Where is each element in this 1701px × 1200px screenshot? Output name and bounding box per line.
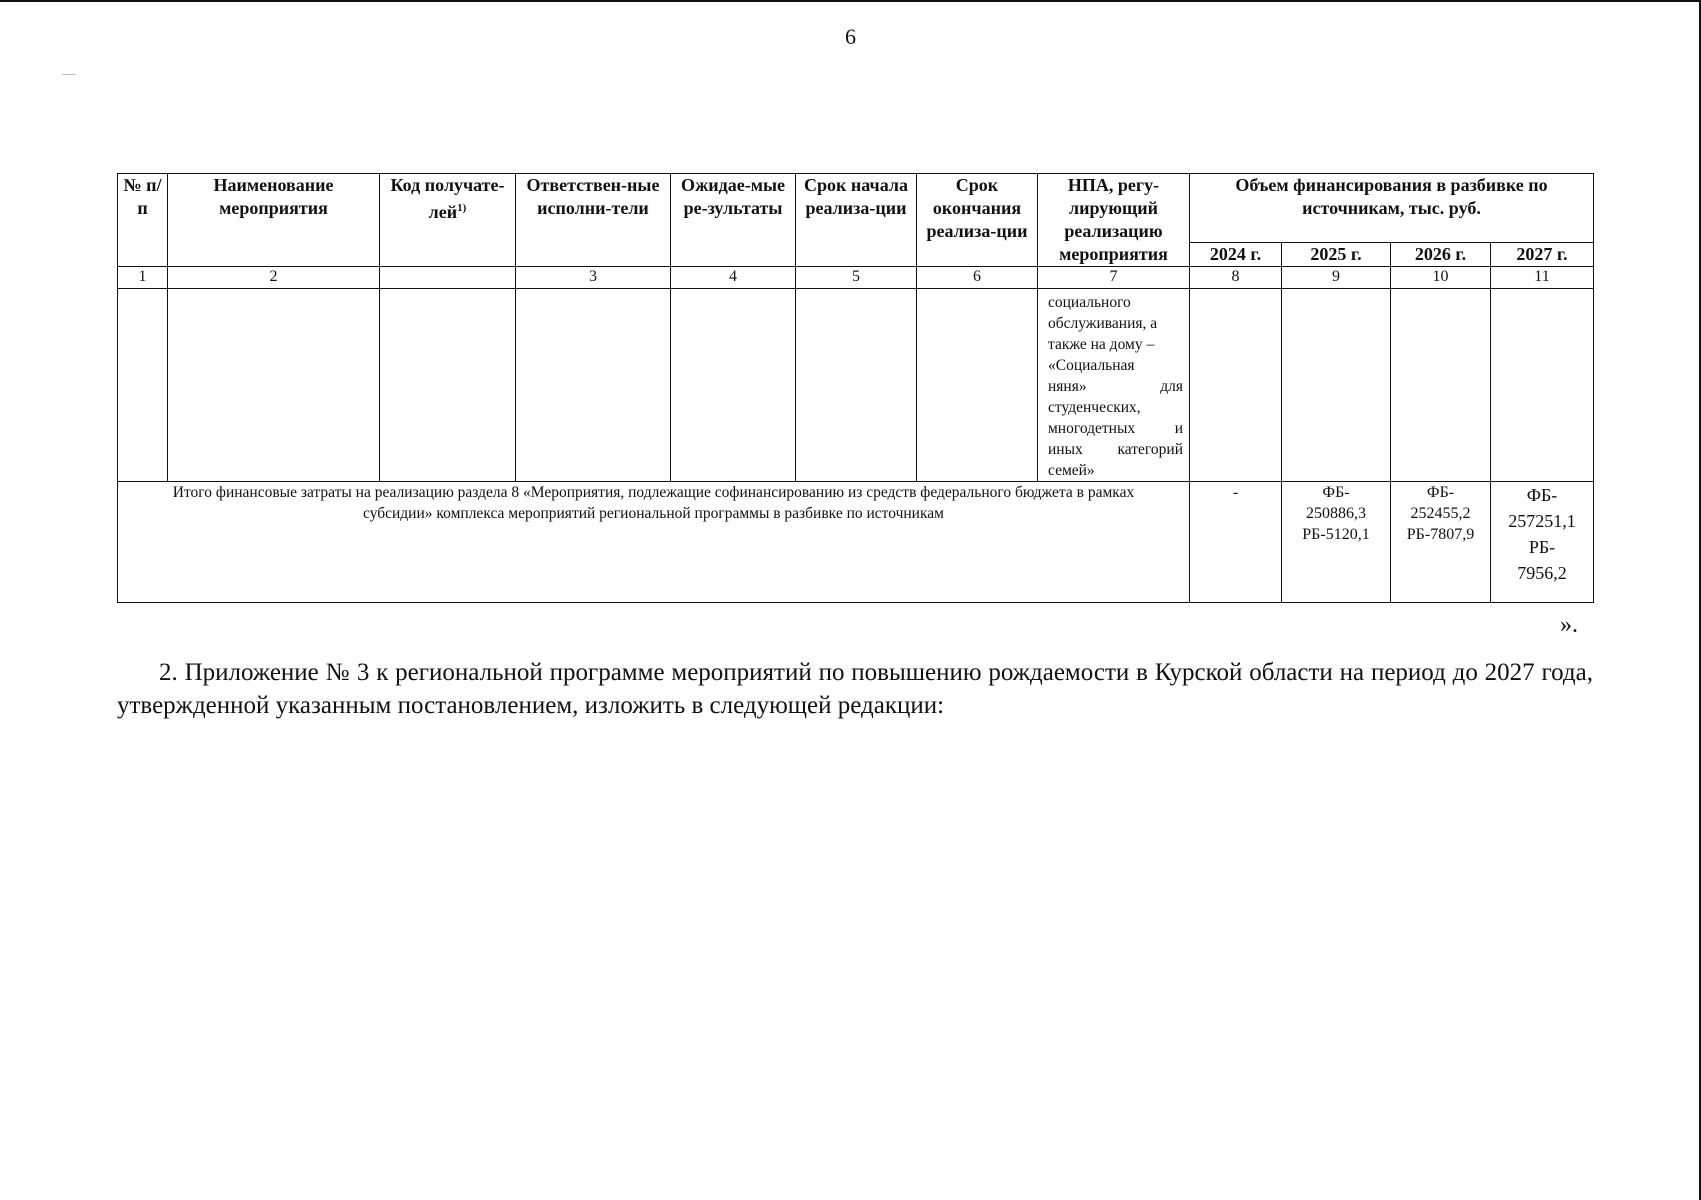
column-number: 5 [796, 267, 917, 289]
total-2027 [1491, 482, 1594, 603]
program-table [117, 173, 1594, 603]
table-cell [118, 289, 168, 482]
total-2025-line: 250886,3 [1306, 505, 1366, 522]
table-cell [168, 289, 380, 482]
regulation-text-line: обслуживания, а [1048, 315, 1158, 332]
continuation-row [118, 289, 1594, 482]
regulation-text-line: семей» [1048, 462, 1095, 479]
regulation-text-line: социального [1048, 294, 1131, 311]
total-2025-line: ФБ- [1322, 484, 1350, 501]
total-2024: - [1190, 482, 1282, 603]
regulation-text-line: няня» для [1048, 378, 1183, 395]
header-year-2025: 2025 г. [1282, 243, 1391, 267]
table-cell [516, 289, 671, 482]
regulation-text-line: также на дому – [1048, 336, 1155, 353]
total-2026-line: ФБ- [1426, 484, 1455, 501]
page-number: 6 [845, 24, 856, 49]
column-number [380, 267, 516, 289]
total-2026-line: РБ-7807,9 [1406, 526, 1475, 543]
header-number: № п/п [118, 174, 168, 267]
header-year-2024: 2024 г. [1190, 243, 1282, 267]
total-2027-line: РБ- [1528, 537, 1556, 557]
column-number: 3 [516, 267, 671, 289]
column-number: 1 [118, 267, 168, 289]
total-2026-line: 252455,2 [1410, 505, 1471, 522]
header-responsible: Ответствен-ные исполни-тели [516, 174, 671, 267]
regulation-text-cell [1038, 289, 1190, 482]
header-year-2027: 2027 г. [1491, 243, 1594, 267]
total-2027-line: 257251,1 [1508, 511, 1576, 531]
table-cell [1282, 289, 1391, 482]
table-cell [1491, 289, 1594, 482]
table-cell [380, 289, 516, 482]
header-recipient-code-footnote: 1) [457, 202, 467, 214]
table-cell [671, 289, 796, 482]
table-cell [1190, 289, 1282, 482]
column-numbers-row [118, 267, 1594, 289]
total-2025-line: РБ-5120,1 [1302, 526, 1370, 543]
column-number: 4 [671, 267, 796, 289]
header-year-2026: 2026 г. [1391, 243, 1491, 267]
body-paragraph: 2. Приложение № 3 к региональной программе мероприятий по повышению рождаемости в Курской области на период до 2027 года, утвержденной указанным постановлением, изложить в следующей редакции: [117, 659, 1593, 719]
table-cell [1391, 289, 1491, 482]
header-start-date: Срок начала реализа-ции [796, 174, 917, 267]
header-end-date: Срок окончания реализа-ции [917, 174, 1038, 267]
total-2027-line: ФБ- [1526, 485, 1558, 505]
column-number: 9 [1282, 267, 1391, 289]
column-number: 8 [1190, 267, 1282, 289]
total-row [118, 482, 1594, 603]
header-funding-group: Объем финансирования в разбивке по источникам, тыс. руб. [1190, 174, 1594, 243]
total-2025 [1282, 482, 1391, 603]
header-event-name: Наименование мероприятия [168, 174, 380, 267]
column-number: 2 [168, 267, 380, 289]
regulation-text-line: иных категорий [1048, 441, 1183, 458]
regulation-text-line: студенческих, [1048, 399, 1141, 416]
column-number: 10 [1391, 267, 1491, 289]
closing-quote: ». [1560, 612, 1578, 638]
header-recipient-code [380, 174, 516, 267]
header-expected-results: Ожидае-мые ре-зультаты [671, 174, 796, 267]
header-row [118, 174, 1594, 243]
total-2026 [1391, 482, 1491, 603]
column-number: 7 [1038, 267, 1190, 289]
column-number: 11 [1491, 267, 1594, 289]
total-label: Итого финансовые затраты на реализацию раздела 8 «Мероприятия, подлежащие софинансированию из средств федерального бюджета в рамках субсидии» комплекса мероприятий региональной программы в разбивке по источникам [118, 482, 1190, 603]
header-recipient-code-text: Код получате-лей [390, 175, 505, 222]
regulation-text-line: «Социальная [1048, 357, 1135, 374]
header-regulation: НПА, регу-лирующий реализацию мероприятия [1038, 174, 1190, 267]
regulation-text-line: многодетных и [1048, 420, 1183, 437]
column-number: 6 [917, 267, 1038, 289]
scan-mark [62, 74, 76, 75]
table-cell [917, 289, 1038, 482]
table-cell [796, 289, 917, 482]
total-2027-line: 7956,2 [1517, 563, 1567, 583]
